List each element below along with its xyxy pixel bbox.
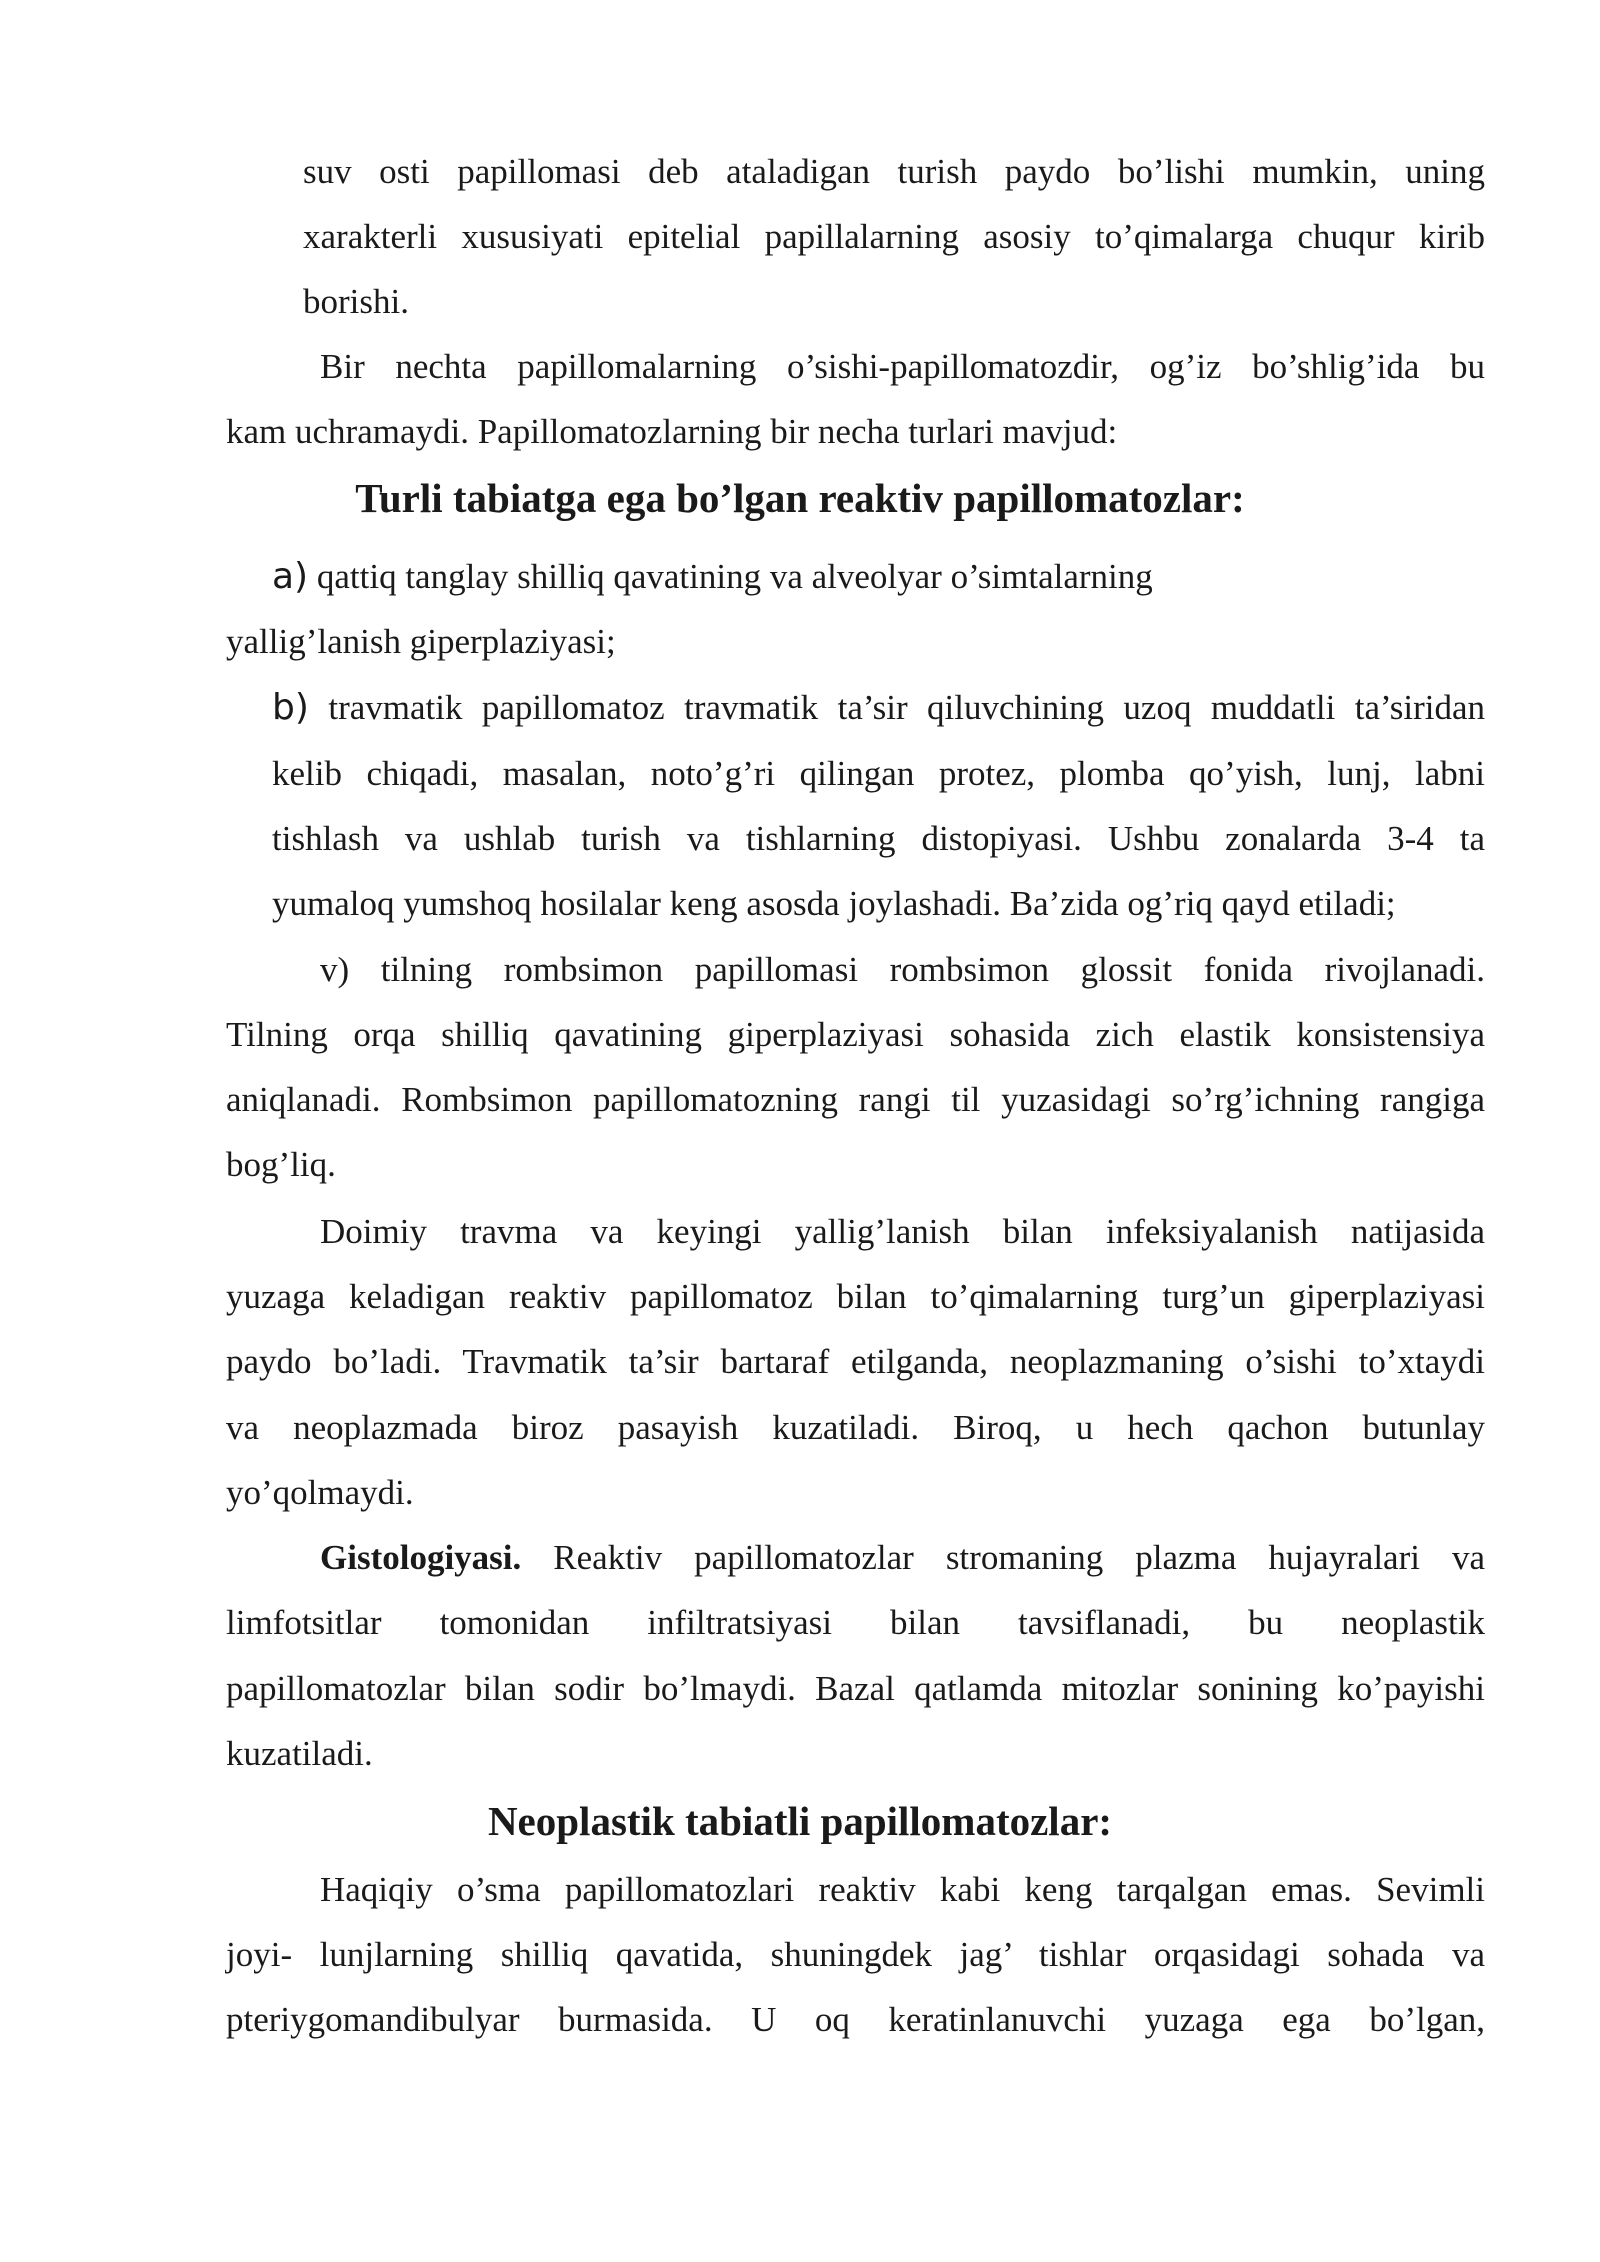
list-item-b-line-3: tishlash va ushlab turish va tishlarning distopiyasi. Ushbu zonalarda 3-4 ta — [272, 819, 1485, 858]
paragraph-2-line-3: paydo bo’ladi. Travmatik ta’sir bartaraf etilganda, neoplazmaning o’sishi to’xtaydi — [226, 1342, 1485, 1381]
paragraph-3-line-3: papillomatozlar bilan sodir bo’lmaydi. Bazal qatlamda mitozlar sonining ko’payishi — [226, 1669, 1485, 1708]
paragraph-2-line-5: yo’qolmaydi. — [226, 1473, 414, 1512]
paragraph-3-line-4: kuzatiladi. — [226, 1734, 373, 1773]
paragraph-3-line-2: limfotsitlar tomonidan infiltratsiyasi bilan tavsiflanadi, bu neoplastik — [226, 1603, 1485, 1642]
intro-line-2: xarakterli xususiyati epitelial papillalarning asosiy to’qimalarga chuqur kirib — [303, 217, 1485, 256]
list-item-a-line-2: yallig’lanish giperplaziyasi; — [226, 622, 616, 661]
list-item-v-line-1: v) tilning rombsimon papillomasi rombsimon glossit fonida rivojlanadi. — [320, 950, 1485, 989]
intro-line-1: suv osti papillomasi deb ataladigan turish paydo bo’lishi mumkin, uning — [303, 152, 1485, 191]
paragraph-3-line-1 — [320, 1536, 1485, 1580]
paragraph-2-line-2: yuzaga keladigan reaktiv papillomatoz bilan to’qimalarning turg’un giperplaziyasi — [226, 1277, 1485, 1316]
paragraph-2-line-1: Doimiy travma va keyingi yallig’lanish bilan infeksiyalanish natijasida — [320, 1212, 1485, 1251]
paragraph-1-line-2: kam uchramaydi. Papillomatozlarning bir necha turlari mavjud: — [226, 412, 1118, 451]
section-heading-reactive: Turli tabiatga ega bo’lgan reaktiv papillomatozlar: — [355, 475, 1245, 521]
list-item-v-line-3: aniqlanadi. Rombsimon papillomatozning rangi til yuzasidagi so’rg’ichning rangiga — [226, 1080, 1485, 1119]
histology-label: Gistologiyasi. — [320, 1538, 522, 1577]
list-item-a-text: qattiq tanglay shilliq qavatining va alveolyar o’simtalarning — [316, 557, 1153, 596]
intro-line-3: borishi. — [303, 282, 409, 321]
paragraph-2-line-4: va neoplazmada biroz pasayish kuzatiladi. Biroq, u hech qachon butunlay — [226, 1408, 1485, 1447]
section-heading-neoplastic: Neoplastik tabiatli papillomatozlar: — [487, 1798, 1113, 1844]
list-item-b-text: travmatik papillomatoz travmatik ta’sir qiluvchining uzoq muddatli ta’siridan — [328, 688, 1485, 727]
list-item-b-line-4: yumaloq yumshoq hosilalar keng asosda joylashadi. Ba’zida og’riq qayd etiladi; — [272, 884, 1396, 923]
paragraph-4-line-1: Haqiqiy o’sma papillomatozlari reaktiv kabi keng tarqalgan emas. Sevimli — [320, 1870, 1485, 1909]
paragraph-1-line-1: Bir nechta papillomalarning o’sishi-papillomatozdir, og’iz bo’shlig’ida bu — [320, 347, 1485, 386]
paragraph-4-line-2: joyi- lunjlarning shilliq qavatida, shuningdek jag’ tishlar orqasidagi sohada va — [226, 1935, 1485, 1974]
paragraph-3-line-1-text: Reaktiv papillomatozlar stromaning plazma hujayralari va — [553, 1538, 1485, 1577]
list-item-v-line-2: Tilning orqa shilliq qavatining giperplaziyasi sohasida zich elastik konsistensiya — [226, 1015, 1485, 1054]
list-item-b-line-2: kelib chiqadi, masalan, noto’g’ri qilingan protez, plomba qo’yish, lunj, labni — [272, 754, 1485, 793]
list-marker-a: a) — [272, 556, 309, 597]
list-item-v-line-4: bog’liq. — [226, 1145, 336, 1184]
list-marker-b: b) — [272, 687, 309, 728]
list-item-b-line-1 — [272, 686, 1485, 730]
list-item-a-line-1 — [272, 555, 1153, 599]
paragraph-4-line-3: pteriygomandibulyar burmasida. U oq keratinlanuvchi yuzaga ega bo’lgan, — [226, 2000, 1485, 2039]
